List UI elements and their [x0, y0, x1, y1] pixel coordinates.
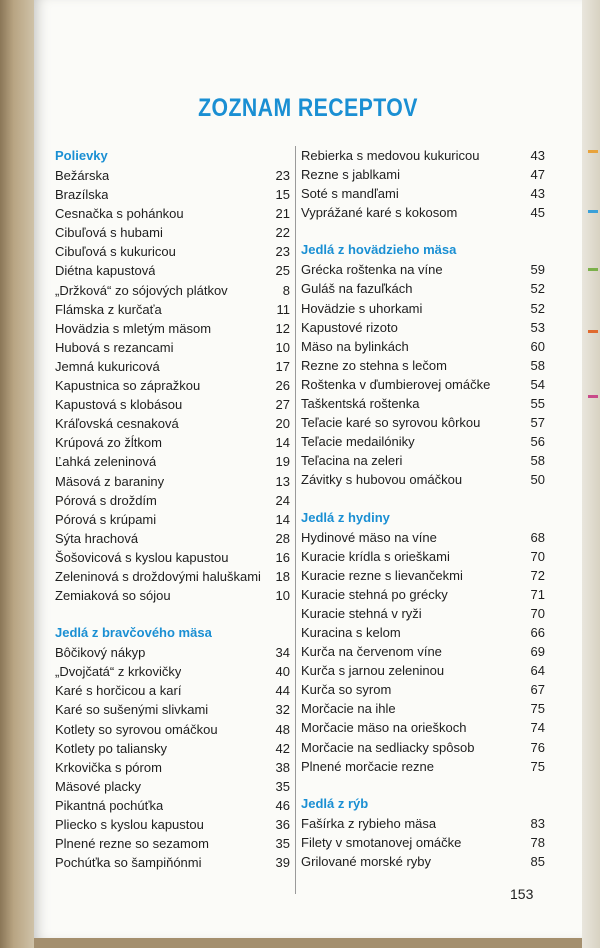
- recipe-name: Sýta hrachová: [55, 530, 139, 546]
- recipe-entry: [55, 433, 290, 452]
- section-heading: Jedlá z bravčového mäsa: [55, 625, 212, 641]
- recipe-page-number: 78: [530, 834, 545, 850]
- recipe-name: Karé so sušenými slivkami: [55, 702, 209, 718]
- recipe-page-number: 72: [530, 567, 545, 583]
- recipe-name: Krkovička s pórom: [55, 759, 162, 775]
- recipe-name: Kuracina s kelom: [301, 624, 401, 640]
- recipe-name: Soté s mandľami: [301, 186, 399, 202]
- recipe-entry: [301, 260, 545, 279]
- recipe-page-number: 52: [530, 300, 545, 316]
- recipe-name: Plnené morčacie rezne: [301, 758, 434, 774]
- recipe-entry: [55, 242, 290, 261]
- recipe-name: Cesnačka s pohánkou: [55, 206, 184, 222]
- recipe-entry: [301, 547, 545, 566]
- recipe-page-number: 74: [530, 720, 545, 736]
- recipe-page-number: 85: [530, 853, 545, 869]
- recipe-name: Pikantná pochúťka: [55, 797, 164, 813]
- recipe-entry: [55, 204, 290, 223]
- recipe-entry: [55, 300, 290, 319]
- recipe-entry: [301, 356, 545, 375]
- recipe-page-number: 66: [530, 624, 545, 640]
- recipe-entry: [301, 394, 545, 413]
- recipe-entry: [301, 604, 545, 623]
- recipe-entry: [301, 852, 545, 871]
- recipe-entry: [301, 299, 545, 318]
- recipe-name: Rebierka s medovou kukuricou: [301, 148, 480, 163]
- book-page: [34, 0, 582, 938]
- recipe-entry: [301, 699, 545, 718]
- recipe-page-number: 20: [275, 416, 290, 432]
- recipe-page-number: 28: [275, 530, 290, 546]
- recipe-page-number: 8: [282, 282, 290, 298]
- recipe-entry: [55, 662, 290, 681]
- recipe-page-number: 14: [275, 435, 290, 451]
- book-binding: [0, 0, 34, 948]
- recipe-name: „Držková“ zo sójových plátkov: [55, 282, 228, 298]
- section-gap: [301, 776, 545, 794]
- recipe-page-number: 35: [275, 778, 290, 794]
- recipe-name: Kuracie stehná v ryži: [301, 605, 422, 621]
- recipe-entry: [55, 166, 290, 185]
- recipe-entry: [55, 281, 290, 300]
- recipe-entry: [301, 451, 545, 470]
- recipe-page-number: 10: [275, 588, 290, 604]
- recipe-page-number: 25: [275, 263, 290, 279]
- recipe-entry: [301, 528, 545, 547]
- recipe-page-number: 40: [275, 664, 290, 680]
- recipe-name: Pórová s krúpami: [55, 511, 157, 527]
- recipe-name: Roštenka v ďumbierovej omáčke: [301, 376, 491, 392]
- recipe-entry: [301, 623, 545, 642]
- recipe-name: Pochúťka so šampiňónmi: [55, 855, 202, 871]
- recipe-name: Zeleninová s droždovými haluškami: [55, 568, 261, 584]
- recipe-page-number: 64: [530, 663, 545, 679]
- recipe-entry: [301, 279, 545, 298]
- recipe-page-number: 71: [530, 586, 545, 602]
- recipe-name: Teľacie medailóniky: [301, 434, 415, 450]
- recipe-name: Ľahká zeleninová: [55, 454, 157, 470]
- recipe-name: Morčacie mäso na orieškoch: [301, 720, 467, 736]
- recipe-page-number: 54: [530, 376, 545, 392]
- recipe-page-number: 52: [530, 281, 545, 297]
- recipe-entry: [301, 718, 545, 737]
- section-heading: Polievky: [55, 148, 108, 163]
- recipe-name: „Dvojčatá“ z krkovičky: [55, 664, 182, 680]
- recipe-page-number: 76: [530, 739, 545, 755]
- recipe-page-number: 43: [530, 186, 545, 202]
- recipe-page-number: 13: [275, 473, 290, 489]
- recipe-entry: [301, 413, 545, 432]
- recipe-entry: [301, 165, 545, 184]
- recipe-page-number: 70: [530, 605, 545, 621]
- page-title: ZOZNAM RECEPTOV: [198, 94, 418, 122]
- recipe-page-number: 19: [275, 454, 290, 470]
- recipe-entry: [55, 681, 290, 700]
- recipe-entry: [55, 548, 290, 567]
- recipe-page-number: 58: [530, 453, 545, 469]
- recipe-entry: [301, 585, 545, 604]
- recipe-entry: [301, 432, 545, 451]
- recipe-entry: [301, 566, 545, 585]
- recipe-page-number: 18: [275, 568, 290, 584]
- recipe-entry: [55, 815, 290, 834]
- recipe-entry: [301, 318, 545, 337]
- recipe-page-number: 55: [530, 396, 545, 412]
- recipe-name: Hydinové mäso na víne: [301, 529, 437, 545]
- recipe-page-number: 12: [275, 320, 290, 336]
- recipe-name: Karé s horčicou a karí: [55, 683, 182, 699]
- recipe-name: Rezne s jablkami: [301, 167, 400, 183]
- recipe-name: Grilované morské ryby: [301, 853, 432, 869]
- recipe-entry: [301, 738, 545, 757]
- recipe-entry: [55, 510, 290, 529]
- recipe-entry: [301, 337, 545, 356]
- recipe-entry: [55, 491, 290, 510]
- left-column: [55, 146, 290, 872]
- recipe-name: Pliecko s kyslou kapustou: [55, 817, 204, 832]
- recipe-page-number: 14: [275, 511, 290, 527]
- recipe-name: Fašírka z rybieho mäsa: [301, 815, 437, 831]
- section-gap: [55, 605, 290, 623]
- recipe-name: Kurča so syrom: [301, 682, 392, 698]
- recipe-name: Cibuľová s kukuricou: [55, 244, 176, 260]
- recipe-page-number: 59: [530, 262, 545, 278]
- recipe-page-number: 58: [530, 357, 545, 373]
- page-edge: [582, 0, 600, 948]
- recipe-name: Cibuľová s hubami: [55, 225, 163, 241]
- recipe-entry: [301, 680, 545, 699]
- recipe-page-number: 75: [530, 701, 545, 717]
- recipe-page-number: 83: [530, 815, 545, 831]
- recipe-name: Brazílska: [55, 187, 109, 203]
- recipe-page-number: 11: [276, 301, 290, 317]
- recipe-name: Filety v smotanovej omáčke: [301, 834, 462, 850]
- recipe-name: Kráľovská cesnaková: [55, 416, 179, 432]
- recipe-entry: [55, 758, 290, 777]
- recipe-entry: [55, 796, 290, 815]
- recipe-entry: [301, 833, 545, 852]
- recipe-name: Závitky s hubovou omáčkou: [301, 472, 463, 488]
- recipe-entry: [55, 185, 290, 204]
- recipe-name: Kotlety so syrovou omáčkou: [55, 721, 218, 737]
- recipe-page-number: 57: [530, 415, 545, 431]
- recipe-entry: [55, 720, 290, 739]
- recipe-name: Zemiaková so sójou: [55, 588, 171, 604]
- recipe-entry: [55, 338, 290, 357]
- recipe-page-number: 50: [530, 472, 545, 488]
- recipe-page-number: 43: [530, 148, 545, 163]
- section-heading: Jedlá z hovädzieho mäsa: [301, 242, 457, 258]
- recipe-page-number: 22: [275, 225, 290, 241]
- recipe-entry: [55, 567, 290, 586]
- recipe-entry: [55, 261, 290, 280]
- column-divider: [295, 146, 296, 894]
- recipe-entry: [55, 777, 290, 796]
- recipe-entry: [55, 472, 290, 491]
- recipe-entry: [301, 184, 545, 203]
- recipe-name: Kuracie rezne s lievančekmi: [301, 567, 463, 583]
- recipe-name: Kurča s jarnou zeleninou: [301, 663, 445, 679]
- recipe-name: Kapustové rizoto: [301, 319, 398, 335]
- recipe-page-number: 27: [275, 397, 290, 413]
- recipe-name: Kapustnica so zápražkou: [55, 378, 201, 394]
- recipe-page-number: 42: [275, 740, 290, 756]
- recipe-name: Bežárska: [55, 168, 110, 183]
- recipe-page-number: 26: [275, 378, 290, 394]
- recipe-page-number: 39: [275, 855, 290, 871]
- recipe-entry: [55, 586, 290, 605]
- recipe-entry: [55, 395, 290, 414]
- recipe-name: Pórová s droždím: [55, 492, 157, 508]
- recipe-name: Diétna kapustová: [55, 263, 156, 279]
- recipe-entry: [55, 853, 290, 872]
- recipe-name: Teľacie karé so syrovou kôrkou: [301, 415, 481, 431]
- recipe-name: Plnené rezne so sezamom: [55, 836, 209, 852]
- recipe-page-number: 68: [530, 529, 545, 545]
- recipe-page-number: 34: [275, 645, 290, 661]
- recipe-page-number: 75: [530, 758, 545, 774]
- recipe-page-number: 44: [275, 683, 290, 699]
- recipe-name: Kuracie stehná po grécky: [301, 586, 448, 602]
- recipe-page-number: 24: [275, 492, 290, 508]
- recipe-page-number: 32: [275, 702, 290, 718]
- recipe-name: Taškentská roštenka: [301, 396, 420, 412]
- recipe-page-number: 38: [275, 759, 290, 775]
- recipe-page-number: 23: [275, 168, 290, 183]
- recipe-page-number: 10: [275, 339, 290, 355]
- recipe-page-number: 53: [530, 319, 545, 335]
- recipe-name: Kotlety po taliansky: [55, 740, 168, 756]
- page-number: 153: [510, 886, 534, 902]
- recipe-page-number: 48: [275, 721, 290, 737]
- recipe-page-number: 35: [275, 836, 290, 852]
- recipe-entry: [301, 470, 545, 489]
- recipe-page-number: 69: [530, 644, 545, 660]
- recipe-entry: [55, 700, 290, 719]
- section-heading: Jedlá z hydiny: [301, 509, 390, 525]
- recipe-name: Grécka roštenka na víne: [301, 262, 443, 278]
- recipe-name: Jemná kukuricová: [55, 358, 160, 374]
- section-heading: Jedlá z rýb: [301, 795, 369, 811]
- recipe-entry: [55, 643, 290, 662]
- recipe-name: Mäsové placky: [55, 778, 141, 794]
- recipe-entry: [301, 661, 545, 680]
- recipe-name: Krúpová zo žĺtkom: [55, 435, 162, 451]
- recipe-entry: [55, 452, 290, 471]
- recipe-entry: [301, 814, 545, 833]
- recipe-entry: [301, 146, 545, 165]
- recipe-page-number: 36: [275, 817, 290, 832]
- recipe-page-number: 47: [530, 167, 545, 183]
- recipe-name: Mäsová z baraniny: [55, 473, 165, 489]
- recipe-page-number: 23: [275, 244, 290, 260]
- recipe-entry: [55, 376, 290, 395]
- recipe-name: Flámska z kurčaťa: [55, 301, 162, 317]
- recipe-page-number: 67: [530, 682, 545, 698]
- recipe-entry: [301, 375, 545, 394]
- recipe-entry: [301, 642, 545, 661]
- recipe-page-number: 21: [275, 206, 290, 222]
- recipe-page-number: 60: [530, 338, 545, 354]
- recipe-name: Rezne zo stehna s lečom: [301, 357, 447, 373]
- recipe-name: Šošovicová s kyslou kapustou: [55, 549, 229, 565]
- recipe-name: Teľacina na zeleri: [301, 453, 403, 469]
- recipe-page-number: 45: [530, 205, 545, 221]
- recipe-entry: [55, 834, 290, 853]
- recipe-name: Hovädzie s uhorkami: [301, 300, 423, 316]
- recipe-name: Guláš na fazuľkách: [301, 281, 413, 297]
- recipe-entry: [55, 223, 290, 242]
- recipe-name: Mäso na bylinkách: [301, 338, 409, 354]
- recipe-entry: [55, 739, 290, 758]
- section-gap: [301, 222, 545, 240]
- section-gap: [301, 490, 545, 508]
- recipe-entry: [301, 757, 545, 776]
- recipe-entry: [55, 529, 290, 548]
- recipe-name: Hubová s rezancami: [55, 339, 174, 355]
- recipe-name: Morčacie na sedliacky spôsob: [301, 739, 475, 755]
- recipe-page-number: 16: [275, 549, 290, 565]
- recipe-entry: [301, 203, 545, 222]
- recipe-name: Morčacie na ihle: [301, 701, 396, 717]
- right-column: [301, 146, 545, 871]
- recipe-page-number: 46: [275, 797, 290, 813]
- recipe-name: Vyprážané karé s kokosom: [301, 205, 458, 221]
- recipe-name: Kurča na červenom víne: [301, 644, 442, 660]
- recipe-page-number: 15: [275, 187, 290, 203]
- recipe-name: Bôčikový nákyp: [55, 645, 146, 661]
- recipe-name: Hovädzia s mletým mäsom: [55, 320, 212, 336]
- recipe-name: Kuracie krídla s orieškami: [301, 548, 450, 564]
- recipe-entry: [55, 319, 290, 338]
- recipe-entry: [55, 414, 290, 433]
- recipe-entry: [55, 357, 290, 376]
- recipe-page-number: 70: [530, 548, 545, 564]
- recipe-name: Kapustová s klobásou: [55, 397, 183, 413]
- recipe-page-number: 56: [530, 434, 545, 450]
- recipe-page-number: 17: [275, 358, 290, 374]
